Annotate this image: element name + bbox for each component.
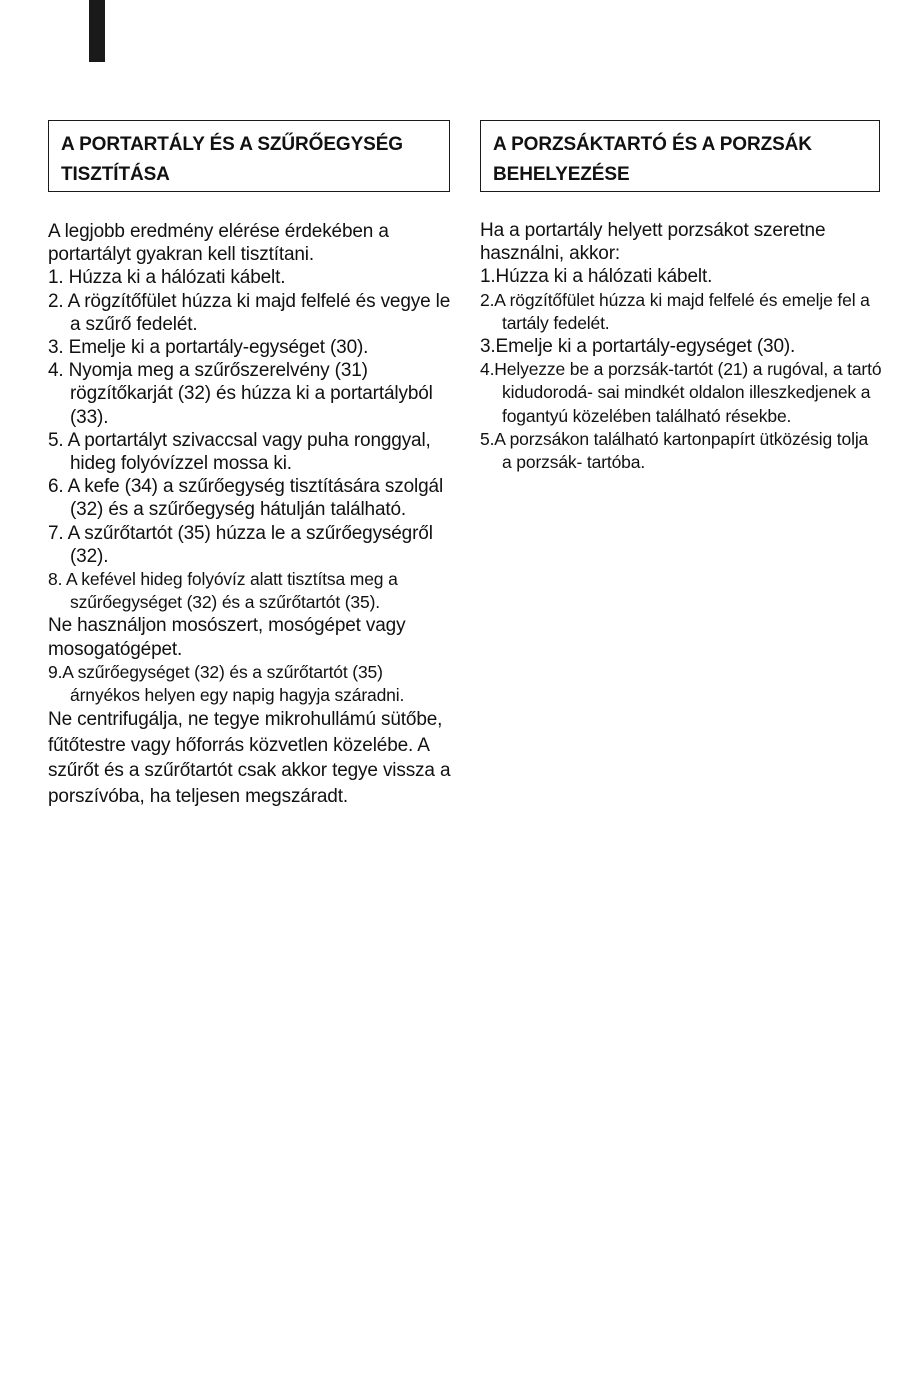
section-title-box-dustbag (480, 120, 880, 192)
cleaning-intro: A legjobb eredmény elérése érdekében a portartályt gyakran kell tisztítani. (48, 221, 389, 266)
dustbag-step-4: 4.Helyezze be a porzsák-tartót (21) a rugóval, a tartó kidudorodá- sai mindkét oldalon illeszkedjenek a fogantyú közelében található résekbe. (480, 359, 882, 426)
dustbag-step-1: 1.Húzza ki a hálózati kábelt. (480, 266, 713, 288)
right-column (480, 120, 882, 474)
section-title-cleaning: A PORTARTÁLY ÉS A SZŰRŐEGYSÉG TISZTÍTÁSA (61, 134, 403, 185)
cleaning-step-5: 5. A portartályt szivaccsal vagy puha ronggyal, hideg folyóvízzel mossa ki. (48, 429, 431, 475)
cleaning-step-8: 8. A kefével hideg folyóvíz alatt tisztítsa meg a szűrőegységet (32) és a szűrőtartót (35). (48, 569, 398, 613)
dustbag-step-2: 2.A rögzítőfület húzza ki majd felfelé és emelje fel a tartály fedelét. (480, 289, 870, 333)
dustbag-step-3: 3.Emelje ki a portartály-egységet (30). (480, 336, 796, 358)
cleaning-step-1: 1. Húzza ki a hálózati kábelt. (48, 267, 286, 289)
section-title-dustbag: A PORZSÁKTARTÓ ÉS A PORZSÁK BEHELYEZÉSE (493, 134, 812, 185)
dustbag-intro: Ha a portartály helyett porzsákot szeretne használni, akkor: (480, 220, 826, 265)
cleaning-note-drying: Ne centrifugálja, ne tegye mikrohullámú sütőbe, fűtőtestre vagy hőforrás közvetlen közelébe. A szűrőt és a szűrőtartót csak akkor tegye vissza a porszívóba, ha teljesen megszáradt. (48, 709, 451, 807)
dustbag-instructions (480, 219, 882, 474)
cleaning-instructions (48, 220, 452, 809)
cleaning-step-3: 3. Emelje ki a portartály-egységet (30). (48, 337, 369, 359)
page-marker-bar (89, 0, 105, 62)
cleaning-step-7: 7. A szűrőtartót (35) húzza le a szűrőegységről (32). (48, 522, 433, 567)
cleaning-step-6: 6. A kefe (34) a szűrőegység tisztítására szolgál (32) és a szűrőegység hátulján található. (48, 476, 444, 521)
dustbag-step-5: 5.A porzsákon található kartonpapírt ütközésig tolja a porzsák- tartóba. (480, 428, 869, 473)
left-column (48, 120, 452, 809)
cleaning-note-detergent: Ne használjon mosószert, mosógépet vagy mosogatógépet. (48, 615, 406, 660)
cleaning-step-9: 9.A szűrőegységet (32) és a szűrőtartót (35) árnyékos helyen egy napig hagyja száradni. (48, 661, 405, 706)
cleaning-step-4: 4. Nyomja meg a szűrőszerelvény (31) rögzítőkarját (32) és húzza ki a portartályból (33). (48, 360, 433, 428)
cleaning-step-2: 2. A rögzítőfület húzza ki majd felfelé és vegye le a szűrő fedelét. (48, 290, 451, 335)
section-title-box-cleaning (48, 120, 450, 192)
